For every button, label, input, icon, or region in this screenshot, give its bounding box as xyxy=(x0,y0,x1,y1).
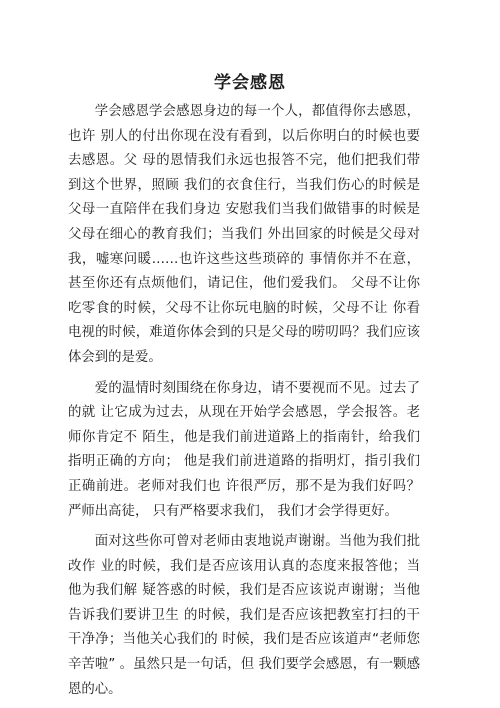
paragraph: 面对这些你可曾对老师由衷地说声谢谢。当他为我们批改作 业的时候，我们是否应该用认真的态度来报答他；当他为我们解 疑答惑的时候，我们是否应该说声谢谢；当他告诉我们要讲卫生 的时候，我们是否应该把教室打扫的干干净净；当他关心我们的 时候，我们是否应该道声“老师您辛苦啦” 。虽然只是一句话，但 我们要学会感恩，有一颗感恩的心。 xyxy=(68,534,420,697)
document-title: 学会感恩 xyxy=(214,73,286,93)
paragraph: 学会感恩学会感恩身边的每一个人，都值得你去感恩，也许 别人的付出你现在没有看到，以后你明白的时候也要去感恩。父 母的恩情我们永远也报答不完，他们把我们带到这个世界，照顾 我们的衣食住行，当我们伤心的时候是父母一直陪伴在我们身边 安慰我们当我们做错事的时候是父母在细心的教育我们；当我们 外出回家的时候是父母对我，嘘寒问暖……也许这些这些琐碎的 事情你并不在意，甚至你还有点烦他们，请记住，他们爱我们。 父母不让你吃零食的时候，父母不让你玩电脑的时候，父母不让 你看电视的时候，难道你体会到的只是父母的唠叨吗？我们应该 体会到的是爱。 xyxy=(68,104,420,365)
paragraph: 爱的温情时刻围绕在你身边，请不要视而不见。过去了的就 让它成为过去，从现在开始学会感恩，学会报答。老师你肯定不 陌生，他是我们前进道路上的指南针，给我们指明正确的方向； 他是我们前进道路的指明灯，指引我们正确前进。老师对我们也 许很严厉，那不是为我们好吗？严师出高徒， 只有严格要求我们， 我们才会学得更好。 xyxy=(68,380,420,519)
document-body xyxy=(68,100,420,708)
